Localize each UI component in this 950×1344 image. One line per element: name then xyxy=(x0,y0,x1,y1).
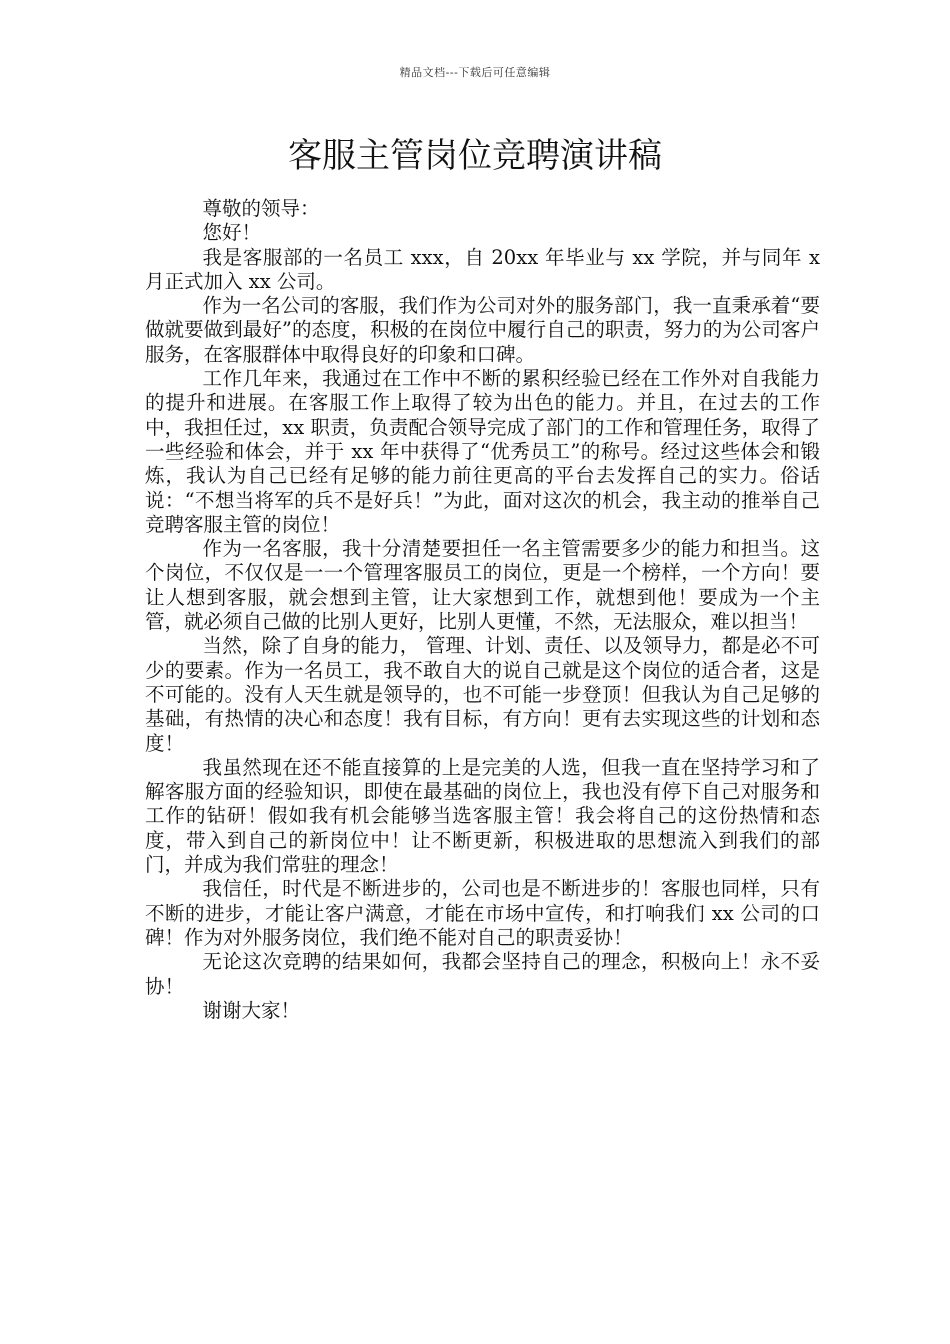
document-title: 客服主管岗位竞聘演讲稿 xyxy=(288,136,662,176)
body-paragraph: 作为一名公司的客服，我们作为公司对外的服务部门，我一直秉承着“要做就要做到最好”的态度，积极的在岗位中履行自己的职责，努力的为公司客户服务，在客服群体中取得良好的印象和口碑。 xyxy=(145,294,820,366)
body-paragraph: 我信任，时代是不断进步的，公司也是不断进步的！客服也同样，只有不断的进步，才能让客户满意，才能在市场中宣传，和打响我们 xx 公司的口碑！作为对外服务岗位，我们绝不能对自己的职责妥协！ xyxy=(145,877,820,949)
closing: 谢谢大家！ xyxy=(202,998,301,1022)
body-paragraph: 作为一名客服，我十分清楚要担任一名主管需要多少的能力和担当。这个岗位，不仅仅是一一个管理客服员工的岗位，更是一个榜样，一个方向！要让人想到客服，就会想到主管，让大家想到工作，就想到他！要成为一个主管，就必须自己做的比别人更好，比别人更懂，不然，无法服众，难以担当！ xyxy=(145,537,820,634)
salutation: 尊敬的领导： xyxy=(202,197,320,220)
body-paragraph: 我虽然现在还不能直接算的上是完美的人选，但我一直在坚持学习和了解客服方面的经验知识，即使在最基础的岗位上，我也没有停下自己对服务和工作的钻研！假如我有机会能够当选客服主管！我会将自己的这份热情和态度，带入到自己的新岗位中！让不断更新，积极进取的思想流入到我们的部门，并成为我们常驻的理念！ xyxy=(145,755,820,877)
body-paragraph: 无论这次竞聘的结果如何，我都会坚持自己的理念，积极向上！永不妥协！ xyxy=(145,950,820,998)
body-paragraph: 当然，除了自身的能力， 管理、计划、责任、以及领导力，都是必不可少的要素。作为一名员工，我不敢自大的说自己就是这个岗位的适合者，这是不可能的。没有人天生就是领导的，也不可能一步登顶！但我认为自己足够的基础，有热情的决心和态度！我有目标，有方向！更有去实现这些的计划和态度！ xyxy=(145,634,820,755)
body-paragraph: 我是客服部的一名员工 xxx，自 20xx 年毕业与 xx 学院，并与同年 x 月正式加入 xx 公司。 xyxy=(145,245,820,293)
greeting: 您好！ xyxy=(202,221,262,245)
body-paragraph: 工作几年来，我通过在工作中不断的累积经验已经在工作外对自我能力的提升和进展。在客服工作上取得了较为出色的能力。并且，在过去的工作中，我担任过，xx 职责，负责配合领导完成了部门的工作和管理任务，取得了一些经验和体会，并于 xx 年中获得了“优秀员工”的称号。经过这些体会和锻炼，我认为自己已经有足够的能力前往更高的平台去发挥自己的实力。俗话说：“不想当将军的兵不是好兵！”为此，面对这次的机会，我主动的推举自己竞聘客服主管的岗位！ xyxy=(145,367,820,536)
header-note: 精品文档---下载后可任意编辑 xyxy=(399,66,551,79)
document-body xyxy=(145,197,820,1023)
